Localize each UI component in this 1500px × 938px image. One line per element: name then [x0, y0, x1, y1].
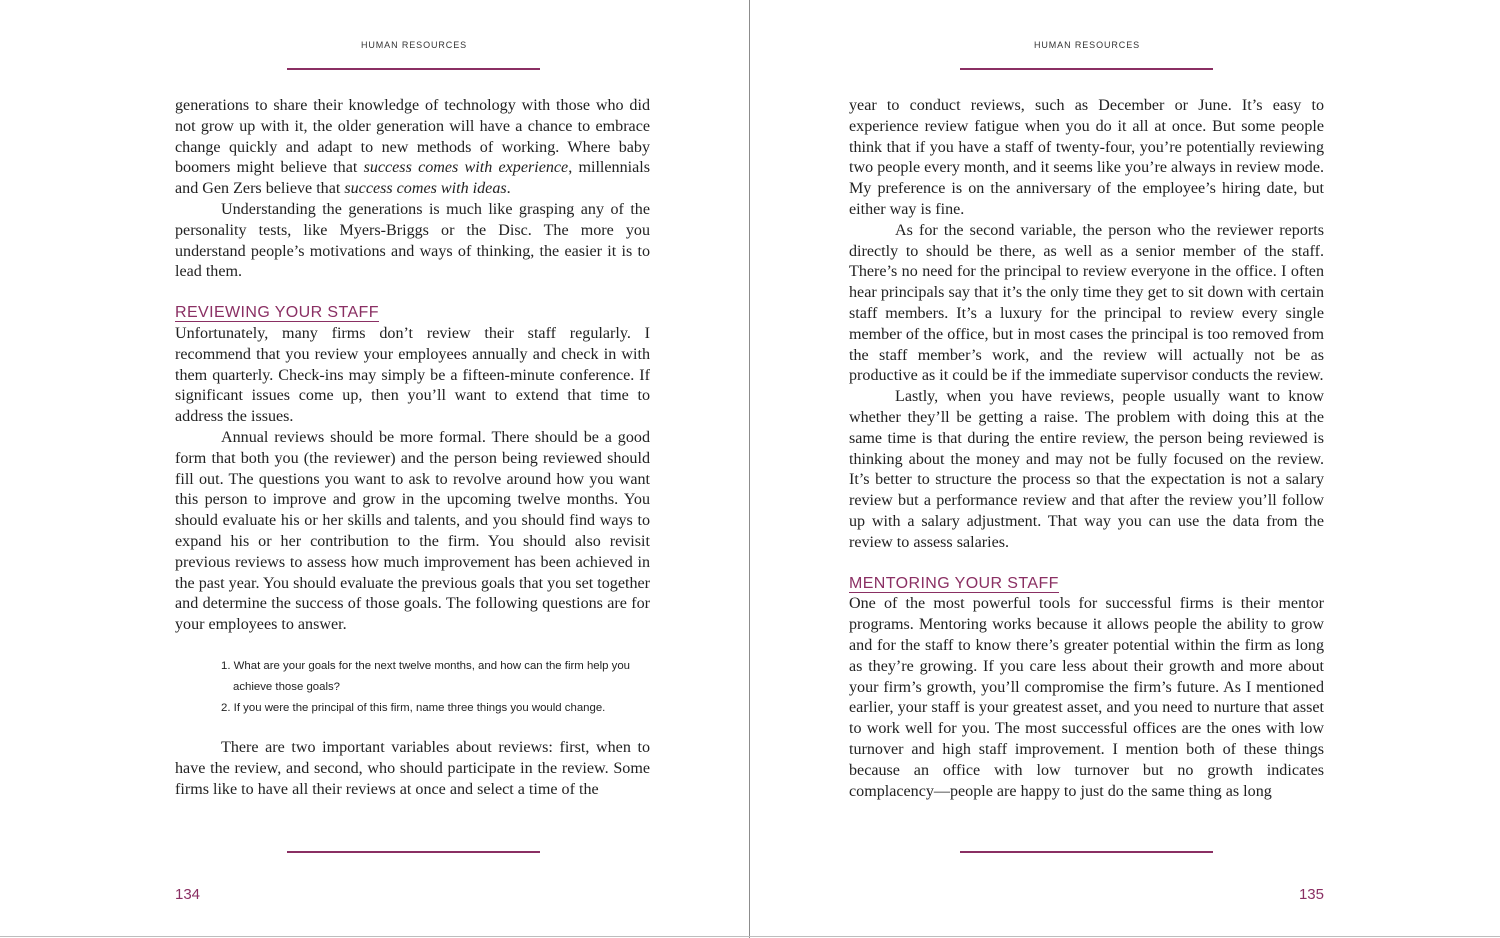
paragraph: Unfortunately, many firms don’t review their staff regularly. I recommend that you review your employees annually and check in with them quarterly. Check-ins may simply be a fifteen-minute conference. If significant issues come up, then you’ll want to extend that time to address the issues. — [175, 324, 650, 426]
top-rule — [287, 68, 540, 70]
italic-phrase: success comes with experience — [363, 159, 569, 177]
paragraph: generations to share their knowledge of technology with those who did not grow up with it, the older generation will have a chance to embrace change quickly and adapt to new methods of working. Where baby boomers might believe that success comes with experience, millennials and Gen Zers believe that success comes with ideas. — [175, 97, 650, 198]
paragraph: Understanding the generations is much like grasping any of the personality tests, like Myers-Briggs or the Disc. The more you understand people’s motivations and ways of thinking, the easier it is to lead them. — [175, 200, 650, 281]
running-head: HUMAN RESOURCES — [360, 40, 467, 50]
paragraph: Lastly, when you have reviews, people usually want to know whether they’ll be getting a raise. The problem with doing this at the same time is that during the entire review, the person being reviewed is thinking about the money and may not be fully focused on the review. It’s better to structure the process so that the expectation is not a salary review but a performance review and that after the review you’ll follow up with a salary adjustment. That way you can use the data from the review to assess salaries. — [849, 388, 1324, 551]
bottom-rule — [960, 851, 1213, 853]
question-list — [175, 656, 650, 718]
paragraph: Annual reviews should be more formal. There should be a good form that both you (the reviewer) and the person being reviewed should fill out. The questions you want to ask to revolve around how you want this person to improve and grow in the upcoming twelve months. You should evaluate his or her skills and talents, and you should find ways to expand his or her contribution to the firm. You should also revisit previous reviews to assess how much improvement has been achieved in the past year. You should evaluate the previous goals that you set together and determine the success of those goals. The following questions are for your employees to answer. — [175, 428, 650, 634]
question-item: 1. What are your goals for the next twelve months, and how can the firm help you achieve those goals? — [221, 659, 631, 693]
bottom-rule — [287, 851, 540, 853]
paragraph: As for the second variable, the person who the reviewer reports directly to should be there, as well as a senior member of the staff. There’s no need for the principal to review everyone in the office. I often hear principals say that it’s the only time they get to sit down with certain staff members. It’s a luxury for the principal to review every single member of the office, but in most cases the principal is too removed from the staff member’s work, and the review will actually not be as productive as it could be if the immediate supervisor conducts the review. — [849, 221, 1324, 385]
question-item: 2. If you were the principal of this firm, name three things you would change. — [221, 701, 606, 714]
paragraph: year to conduct reviews, such as December or June. It’s easy to experience review fatigue when you do it all at once. But some people think that if you have a staff of twenty-four, you’re potentially reviewing two people every month, and it seems like you’re always in review mode. My preference is on the anniversary of the employee’s hiring date, but either way is fine. — [849, 97, 1324, 218]
paragraph: One of the most powerful tools for successful firms is their mentor programs. Mentoring works because it allows people the ability to grow and for the staff to know there’s greater potential within the firm as long as they’re growing. If you care less about their growth and more about your firm’s growth, you’ll compromise the firm’s future. As I mentioned earlier, your staff is your greatest asset, and you need to nurture that asset to work well for you. The most successful offices are the ones with low turnover and high staff improvement. I mention both of these things because an office with low turnover but no growth indicates complacency—people are happy to just do the same thing as long — [849, 595, 1324, 800]
section-heading: MENTORING YOUR STAFF — [849, 574, 1059, 592]
body-text — [849, 96, 1324, 802]
body-text — [175, 96, 650, 801]
paragraph: There are two important variables about reviews: first, when to have the review, and second, who should participate in the review. Some firms like to have all their reviews at once and select a time of the — [175, 739, 650, 798]
page-number: 135 — [1298, 886, 1324, 903]
section-heading: REVIEWING YOUR STAFF — [175, 304, 379, 322]
italic-phrase: success comes with ideas — [344, 180, 507, 198]
running-head: HUMAN RESOURCES — [1033, 40, 1140, 50]
page-edge — [0, 936, 1500, 937]
top-rule — [960, 68, 1213, 70]
page-number: 134 — [175, 886, 201, 903]
right-page — [750, 0, 1500, 938]
